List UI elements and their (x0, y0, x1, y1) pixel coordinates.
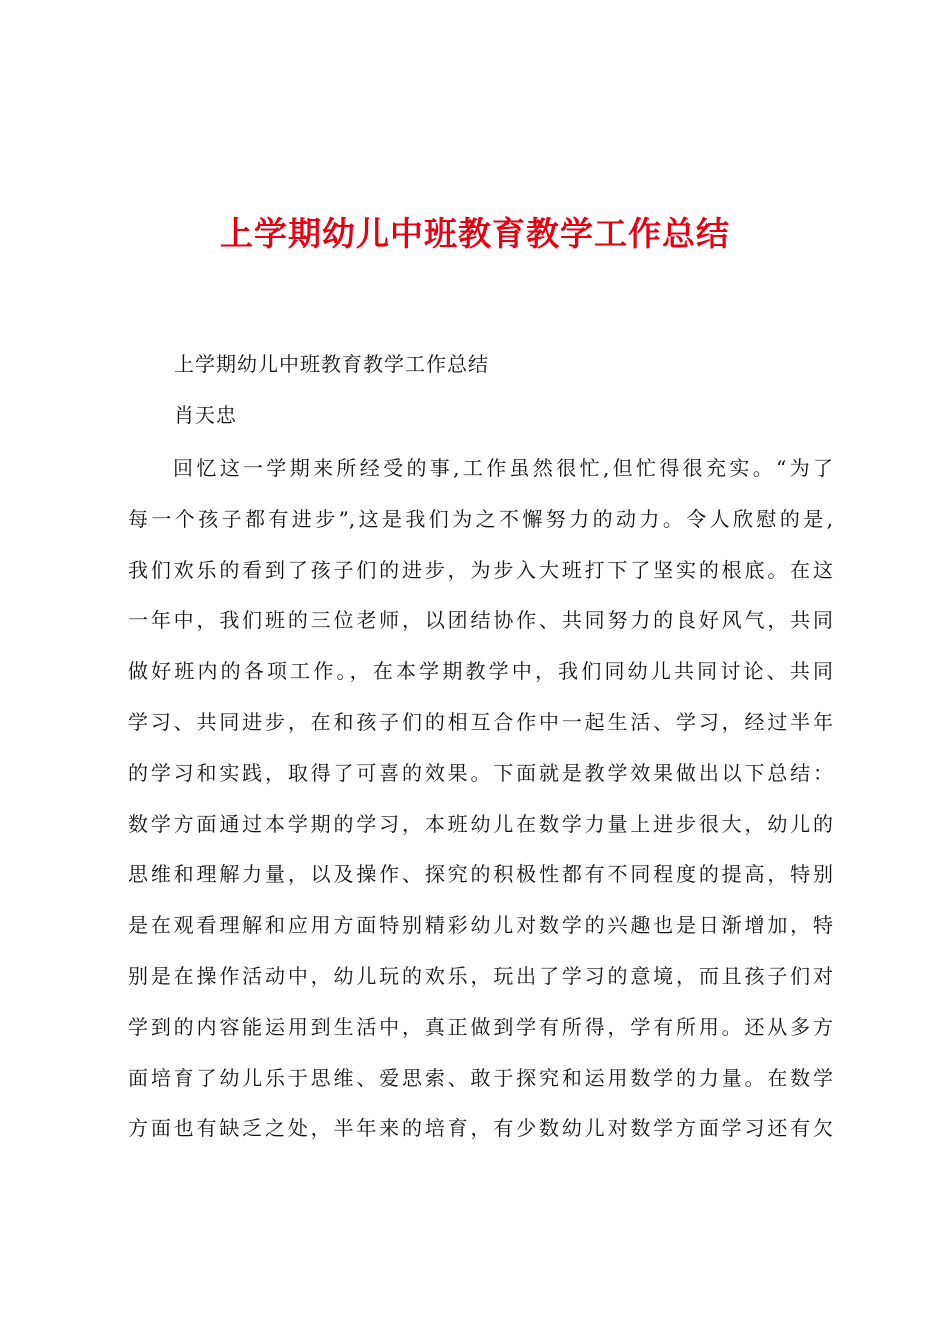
body-line: 面培育了幼儿乐于思维、爱思索、敢于探究和运用数学的力量。在数学 (128, 1065, 833, 1090)
body-line: 别是在操作活动中，幼儿玩的欢乐，玩出了学习的意境，而且孩子们对 (128, 963, 833, 988)
document-subtitle: 上学期幼儿中班教育教学工作总结 (174, 352, 489, 376)
body-line: 的学习和实践，取得了可喜的效果。下面就是教学效果做出以下总结： (128, 760, 833, 785)
body-line: 做好班内的各项工作。，在本学期教学中，我们同幼儿共同讨论、共同 (128, 659, 833, 684)
body-line: 回忆这一学期来所经受的事,工作虽然很忙,但忙得很充实。“为了 (173, 456, 833, 480)
body-line: 思维和理解力量，以及操作、探究的积极性都有不同程度的提高，特别 (128, 862, 833, 887)
document-title: 上学期幼儿中班教育教学工作总结 (220, 214, 730, 253)
body-text (128, 448, 833, 1159)
body-line: 学到的内容能运用到生活中，真正做到学有所得，学有所用。还从多方 (128, 1014, 833, 1039)
body-line: 方面也有缺乏之处，半年来的培育，有少数幼儿对数学方面学习还有欠 (128, 1116, 833, 1141)
body-line: 学习、共同进步，在和孩子们的相互合作中一起生活、学习，经过半年 (128, 709, 833, 734)
body-line: 每一个孩子都有进步”,这是我们为之不懈努力的动力。令人欣慰的是, (128, 506, 833, 531)
body-line: 数学方面通过本学期的学习，本班幼儿在数学力量上进步很大，幼儿的 (128, 811, 833, 836)
body-line: 一年中，我们班的三位老师，以团结协作、共同努力的良好风气，共同 (128, 608, 833, 633)
author-name: 肖天忠 (174, 403, 237, 427)
body-line: 是在观看理解和应用方面特别精彩幼儿对数学的兴趣也是日渐增加，特 (128, 913, 833, 938)
body-line: 我们欢乐的看到了孩子们的进步，为步入大班打下了坚实的根底。在这 (128, 557, 833, 582)
